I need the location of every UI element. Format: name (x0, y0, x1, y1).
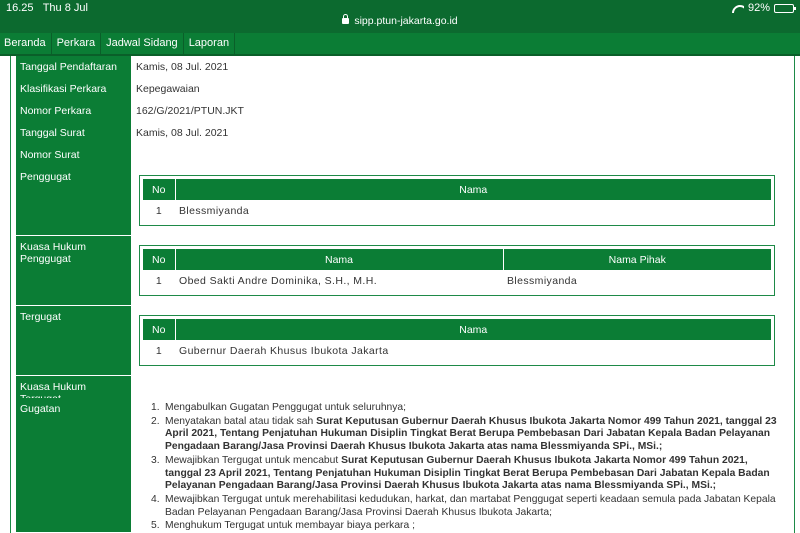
cell-nama: Gubernur Daerah Khusus Ibukota Jakarta (179, 345, 389, 357)
label-penggugat: Penggugat (16, 166, 131, 236)
row-tanggal-pendaftaran (16, 56, 786, 79)
wifi-icon (732, 4, 744, 13)
label-nomor-surat: Nomor Surat (16, 144, 131, 167)
cell-nama: Blessmiyanda (179, 205, 250, 217)
row-nomor-perkara (16, 100, 786, 123)
table-row (143, 270, 771, 292)
row-nomor-surat (16, 144, 786, 167)
address-bar[interactable] (0, 15, 800, 27)
main-nav (0, 33, 800, 56)
url-text: sipp.ptun-jakarta.go.id (354, 15, 458, 27)
nav-beranda[interactable]: Beranda (0, 33, 52, 54)
tergugat-table (139, 315, 775, 366)
status-time: 16.25 Thu 8 Jul (6, 2, 88, 14)
label-nomor-perkara: Nomor Perkara (16, 100, 131, 123)
value-tanggal-pendaftaran: Kamis, 08 Jul. 2021 (136, 61, 229, 73)
label-kuasa-penggugat: Kuasa Hukum Penggugat (16, 236, 131, 306)
list-item: 3. Mewajibkan Tergugat untuk mencabut Surat Keputusan Gubernur Daerah Khusus Ibukota Jakarta Nomor 499 Tahun 2021, tanggal 23 April 2021, Tentang Penjatuhan Hukuman Disiplin Tingkat Berat Berupa Pembebasan Dari Jabatan Kepala Badan Pelayanan Pengadaan Barang/Jasa Provinsi Daerah Khusus Ibukota Jakarta atas nama Blessmiyanda SPi., MSi.; (151, 454, 770, 492)
kuasa-penggugat-table (139, 245, 775, 296)
header-nama-pihak: Nama Pihak (503, 249, 771, 270)
row-kuasa-tergugat (16, 376, 786, 399)
cell-nama: Obed Sakti Andre Dominika, S.H., M.H. (179, 275, 378, 287)
nav-jadwal-sidang[interactable]: Jadwal Sidang (101, 33, 184, 54)
label-kuasa-tergugat: Kuasa Hukum (16, 376, 131, 399)
value-tanggal-surat: Kamis, 08 Jul. 2021 (136, 127, 229, 139)
nav-perkara[interactable]: Perkara (52, 33, 102, 54)
status-indicators (732, 2, 794, 14)
row-klasifikasi (16, 78, 786, 101)
gugatan-list (148, 402, 780, 533)
label-tergugat: Tergugat (16, 306, 131, 376)
label-tanggal-pendaftaran: Tanggal Pendaftaran (16, 56, 131, 79)
battery-percent: 92% (747, 2, 770, 14)
cell-nama-pihak: Blessmiyanda (507, 275, 578, 287)
label-tanggal-surat: Tanggal Surat (16, 122, 131, 145)
row-tanggal-surat (16, 122, 786, 145)
header-nama: Nama (175, 179, 771, 200)
cell-no: 1 (155, 275, 163, 287)
header-no: No (143, 179, 175, 200)
status-bar (0, 0, 800, 33)
header-nama: Nama (175, 249, 503, 270)
cell-no: 1 (155, 205, 163, 217)
header-nama: Nama (175, 319, 771, 340)
header-no: No (143, 319, 175, 340)
table-row (143, 340, 771, 362)
list-item: 1. Mengabulkan Gugatan Penggugat untuk seluruhnya; (151, 402, 407, 413)
battery-icon (774, 4, 794, 13)
list-item: 5. Menghukum Tergugat untuk membayar biaya perkara ; (151, 520, 415, 532)
value-klasifikasi: Kepegawaian (136, 83, 200, 95)
label-klasifikasi: Klasifikasi Perkara (16, 78, 131, 101)
header-no: No (143, 249, 175, 270)
cell-no: 1 (155, 345, 163, 357)
value-nomor-perkara: 162/G/2021/PTUN.JKT (136, 105, 244, 117)
lock-icon (342, 18, 349, 24)
list-item: 2. Menyatakan batal atau tidak sah Surat Keputusan Gubernur Daerah Khusus Ibukota Jakarta Nomor 499 Tahun 2021, tanggal 23 April 2021, Tentang Penjatuhan Hukuman Disiplin Tingkat Berat Berupa Pembebasan Dari Jabatan Kepala Badan Pelayanan Pengadaan Barang/Jasa Provinsi Daerah Khusus Ibukota Jakarta atas nama Blessmiyanda SPi., MSi.; (151, 415, 777, 453)
penggugat-table (139, 175, 775, 226)
nav-laporan[interactable]: Laporan (184, 33, 235, 54)
table-row (143, 200, 771, 222)
label-gugatan: Gugatan (16, 398, 131, 533)
list-item: 4. Mewajibkan Tergugat untuk merehabilitasi kedudukan, harkat, dan martabat Penggugat seperti keadaan semula pada Jabatan Kepala Badan Pelayanan Pengadaan Barang/Jasa Provinsi Daerah Khusus Ibukota Jakarta; (151, 493, 776, 518)
